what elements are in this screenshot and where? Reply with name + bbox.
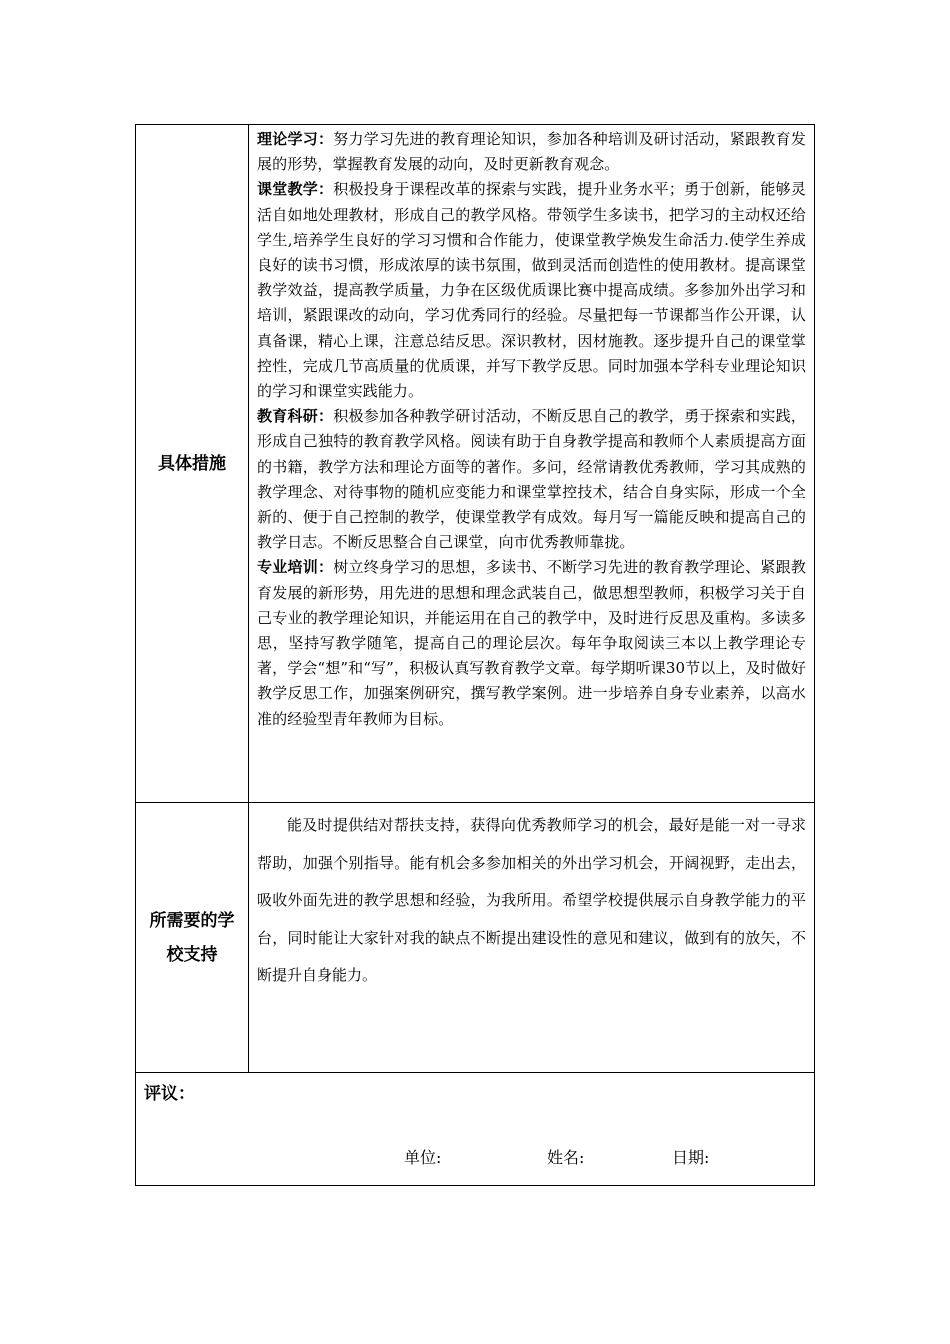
support-label-line1: 所需要的学 — [149, 910, 235, 931]
section-heading: 教育科研： — [257, 407, 334, 426]
measures-label-text: 具体措施 — [158, 453, 226, 474]
support-label — [136, 803, 249, 1073]
support-text: 能及时提供结对帮扶支持，获得向优秀教师学习的机会，最好是能一对一寻求帮助，加强个别指导。能有机会多参加相关的外出学习机会，开阔视野，走出去，吸收外面先进的教学思想和经验，为我所用。希望学校提供展示自身教学能力的平台，同时能让大家针对我的缺点不断提出建设性的意见和建议，做到有的放矢，不断提升自身能力。 — [257, 816, 806, 984]
section-heading: 理论学习： — [257, 130, 334, 148]
support-content — [249, 803, 815, 1073]
measures-row — [136, 125, 815, 803]
date-label: 日期: — [672, 1148, 710, 1167]
measures-section — [257, 127, 806, 177]
comment-label: 评议： — [144, 1084, 195, 1104]
section-heading: 专业培训： — [257, 558, 334, 577]
measures-section — [257, 404, 806, 555]
section-text: 努力学习先进的教育理论知识，参加各种培训及研讨活动，紧跟教育发展的形势，掌握教育发展的动向，及时更新教育观念。 — [257, 130, 806, 174]
section-heading: 课堂教学： — [257, 180, 334, 199]
comment-row — [136, 1073, 815, 1186]
section-text: 积极投身于课程改革的探索与实践，提升业务水平；勇于创新，能够灵活自如地处理教材，形成自己的教学风格。带领学生多读书，把学习的主动权还给学生,培养学生良好的学习习惯和合作能力，使课堂教学焕发生命活力.使学生养成良好的读书习惯，形成浓厚的读书氛围，做到灵活而创造性的使用教材。提高课堂教学效益，提高教学质量，力争在区级优质课比赛中提高成绩。多参加外出学习和培训，紧跟课改的动向，学习优秀同行的经验。尽量把每一节课都当作公开课，认真备课，精心上课，注意总结反思。深识教材，因材施教。逐步提升自己的课堂掌控性，完成几节高质量的优质课，并写下教学反思。同时加强本学科专业理论知识的学习和课堂实践能力。 — [257, 180, 806, 401]
measures-section — [257, 555, 806, 731]
measures-content — [249, 125, 815, 803]
comment-cell — [136, 1073, 815, 1186]
plan-form-table — [135, 124, 815, 1186]
name-label: 姓名: — [547, 1148, 585, 1167]
section-text: 树立终身学习的思想，多读书、不断学习先进的教育教学理论、紧跟教育发展的新形势，用先进的思想和理念武装自己，做思想型教师，积极学习关于自己专业的教学理论知识，并能运用在自己的教学中，及时进行反思及重构。多读多思，坚持写教学随笔，提高自己的理论层次。每年争取阅读三本以上教学理论专著，学会“想”和“写”，积极认真写教育教学文章。每学期听课30节以上，及时做好教学反思工作，加强案例研究，撰写教学案例。进一步培养自身专业素养，以高水准的经验型青年教师为目标。 — [257, 558, 806, 728]
unit-label: 单位: — [404, 1148, 442, 1167]
measures-section — [257, 177, 806, 404]
support-row — [136, 803, 815, 1073]
section-text: 积极参加各种教学研讨活动，不断反思自己的教学，勇于探索和实践，形成自己独特的教育教学风格。阅读有助于自身教学提高和教师个人素质提高方面的书籍，教学方法和理论方面等的著作。多问，经常请教优秀教师，学习其成熟的教学理念、对待事物的随机应变能力和课堂掌控技术，结合自身实际，形成一个全新的、便于自己控制的教学，使课堂教学有成效。每月写一篇能反映和提高自己的教学日志。不断反思整合自己课堂，向市优秀教师靠拢。 — [257, 407, 806, 552]
measures-label — [136, 125, 249, 803]
support-label-line2: 校支持 — [166, 944, 218, 965]
